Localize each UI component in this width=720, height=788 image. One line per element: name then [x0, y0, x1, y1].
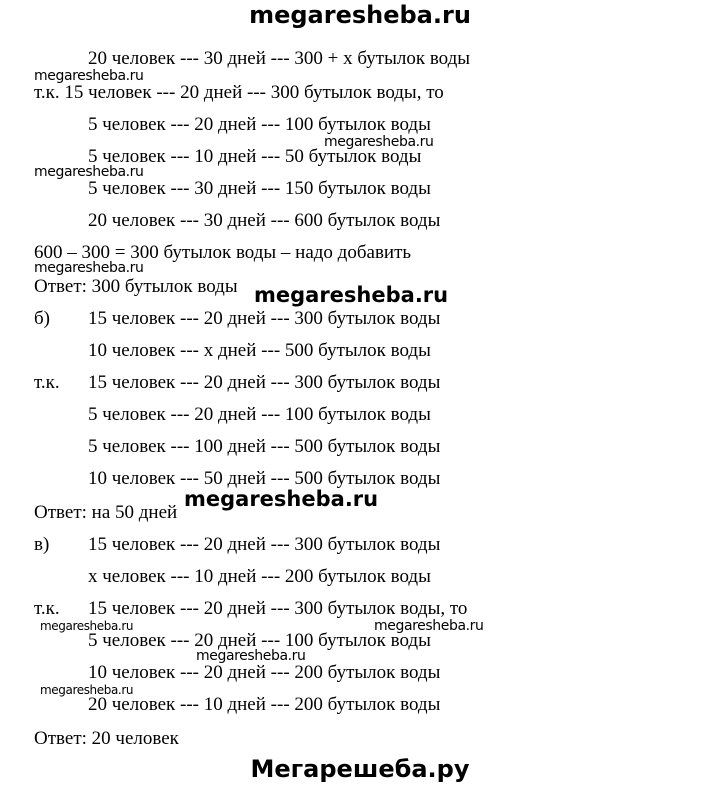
watermark-big: megaresheba.ru [184, 487, 379, 511]
part-c-line-5: 10 человек --- 20 дней --- 200 бутылок воды [88, 662, 441, 683]
watermark-big: megaresheba.ru [254, 283, 449, 307]
watermark-small: megaresheba.ru [34, 164, 144, 180]
part-b-line-4: 5 человек --- 20 дней --- 100 бутылок воды [88, 404, 431, 425]
footer-watermark: Мегарешеба.ру [250, 755, 470, 783]
watermark-small: megaresheba.ru [34, 68, 144, 84]
part-b-label: б) [34, 308, 50, 329]
header-watermark: megaresheba.ru [249, 1, 471, 29]
watermark-small: megaresheba.ru [40, 619, 134, 633]
part-a-line-3: 5 человек --- 20 дней --- 100 бутылок воды [88, 114, 431, 135]
part-b-line-6: 10 человек --- 50 дней --- 500 бутылок воды [88, 468, 441, 489]
part-a-line-6: 20 человек --- 30 дней --- 600 бутылок воды [88, 210, 441, 231]
part-b-line-2: 10 человек --- x дней --- 500 бутылок воды [88, 340, 431, 361]
part-a-line-1: 20 человек --- 30 дней --- 300 + x бутылок воды [88, 48, 471, 69]
watermark-small: megaresheba.ru [324, 134, 434, 150]
part-b-line-1: 15 человек --- 20 дней --- 300 бутылок воды [88, 308, 441, 329]
part-b-line-3: 15 человек --- 20 дней --- 300 бутылок воды [88, 372, 441, 393]
part-c-label: в) [34, 534, 50, 555]
part-a-line-5: 5 человек --- 30 дней --- 150 бутылок воды [88, 178, 431, 199]
part-a-line-7: 600 – 300 = 300 бутылок воды – надо добавить [34, 242, 412, 263]
part-a-line-4: 5 человек --- 10 дней --- 50 бутылок воды [88, 146, 422, 167]
part-c-line-4: 5 человек --- 20 дней --- 100 бутылок воды [88, 630, 431, 651]
part-b-line-5: 5 человек --- 100 дней --- 500 бутылок воды [88, 436, 441, 457]
watermark-small: megaresheba.ru [196, 648, 306, 664]
part-b-tk: т.к. [34, 372, 60, 393]
part-b-answer: Ответ: на 50 дней [34, 502, 178, 523]
part-c-tk: т.к. [34, 598, 60, 619]
part-c-line-1: 15 человек --- 20 дней --- 300 бутылок воды [88, 534, 441, 555]
watermark-small: megaresheba.ru [374, 618, 484, 634]
watermark-small: megaresheba.ru [34, 260, 144, 276]
part-c-line-2: x человек --- 10 дней --- 200 бутылок воды [88, 566, 431, 587]
part-c-line-3: 15 человек --- 20 дней --- 300 бутылок воды, то [88, 598, 468, 619]
watermark-small: megaresheba.ru [40, 683, 134, 697]
part-c-line-6: 20 человек --- 10 дней --- 200 бутылок воды [88, 694, 441, 715]
part-a-line-2: т.к. 15 человек --- 20 дней --- 300 бутылок воды, то [34, 82, 444, 103]
part-c-answer: Ответ: 20 человек [34, 728, 179, 749]
part-a-answer: Ответ: 300 бутылок воды [34, 276, 238, 297]
